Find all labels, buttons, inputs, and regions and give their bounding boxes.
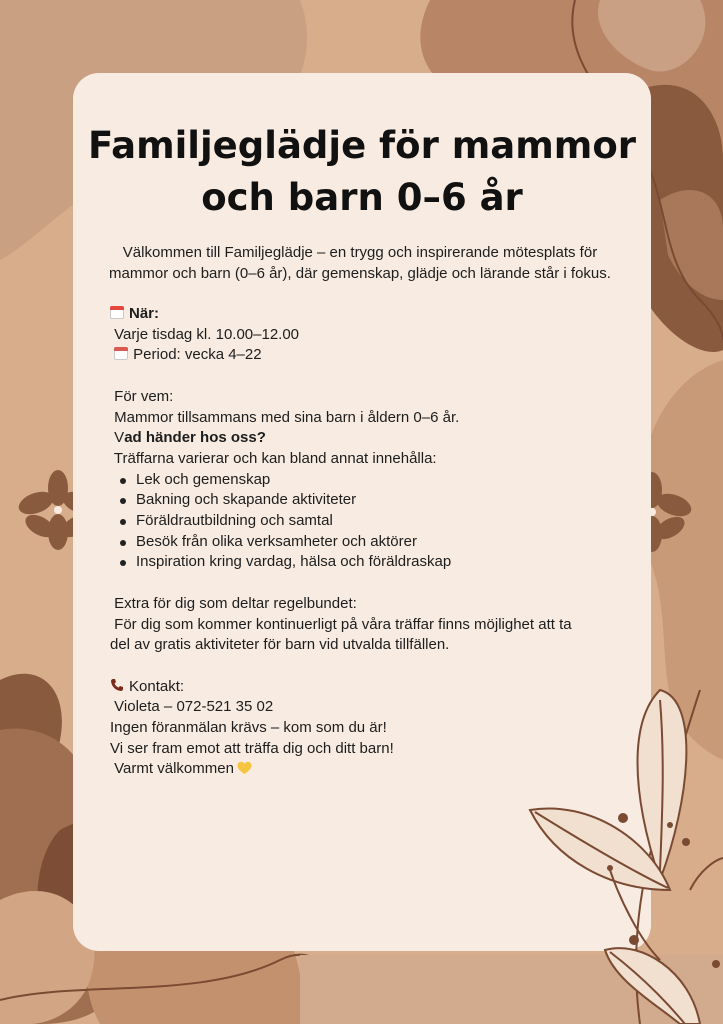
list-item: Bakning och skapande aktiviteter bbox=[136, 490, 630, 511]
contact-no-signup: Ingen föranmälan krävs – kom som du är! bbox=[110, 719, 387, 737]
title-line-1: Familjeglädje för mammor bbox=[88, 124, 636, 167]
phone-icon bbox=[110, 678, 124, 692]
extra-heading: Extra för dig som deltar regelbundet: bbox=[110, 594, 357, 612]
when-period-line bbox=[110, 345, 630, 366]
contact-looking-forward: Vi ser fram emot att träffa dig och ditt barn! bbox=[110, 739, 394, 757]
extra-text-line-1: För dig som kommer kontinuerligt på våra träffar finns möjlighet att ta bbox=[110, 615, 572, 633]
yellow-heart-icon bbox=[237, 761, 252, 775]
list-item: Besök från olika verksamheter och aktörer bbox=[136, 532, 630, 553]
list-item: Inspiration kring vardag, hälsa och föräldraskap bbox=[136, 552, 630, 573]
list-item: Föräldrautbildning och samtal bbox=[136, 511, 630, 532]
for-whom-text: Mammor tillsammans med sina barn i åldern 0–6 år. bbox=[110, 408, 460, 426]
list-item: Lek och gemenskap bbox=[136, 470, 630, 491]
intro-paragraph: Välkommen till Familjeglädje – en trygg och inspirerande mötesplats för mammor och barn (0–6 år), där gemenskap, glädje och lärande står i fokus. bbox=[109, 244, 611, 282]
when-heading: När: bbox=[129, 305, 160, 322]
contact-heading-line bbox=[110, 677, 630, 698]
activities-list bbox=[110, 470, 630, 574]
calendar-small-icon bbox=[114, 347, 128, 360]
title-line-2: och barn 0–6 år bbox=[201, 176, 523, 219]
info-body bbox=[110, 304, 630, 780]
when-heading-line bbox=[110, 304, 630, 325]
when-time: Varje tisdag kl. 10.00–12.00 bbox=[110, 325, 300, 343]
extra-text-line-2: del av gratis aktiviteter för barn vid utvalda tillfällen. bbox=[110, 636, 450, 654]
when-period: Period: vecka 4–22 bbox=[133, 346, 262, 364]
welcome-line bbox=[110, 759, 630, 780]
contact-person: Violeta – 072-521 35 02 bbox=[110, 698, 274, 716]
activities-intro: Träffarna varierar och kan bland annat innehålla: bbox=[110, 449, 437, 467]
page-title bbox=[73, 120, 651, 224]
contact-heading: Kontakt: bbox=[129, 677, 185, 695]
activities-heading-line bbox=[110, 428, 630, 449]
calendar-icon bbox=[110, 306, 124, 319]
activities-heading-prefix: V bbox=[110, 429, 125, 447]
welcome-text: Varmt välkommen bbox=[110, 760, 234, 778]
for-whom-heading: För vem: bbox=[110, 387, 174, 405]
activities-heading: ad händer hos oss? bbox=[124, 429, 266, 447]
